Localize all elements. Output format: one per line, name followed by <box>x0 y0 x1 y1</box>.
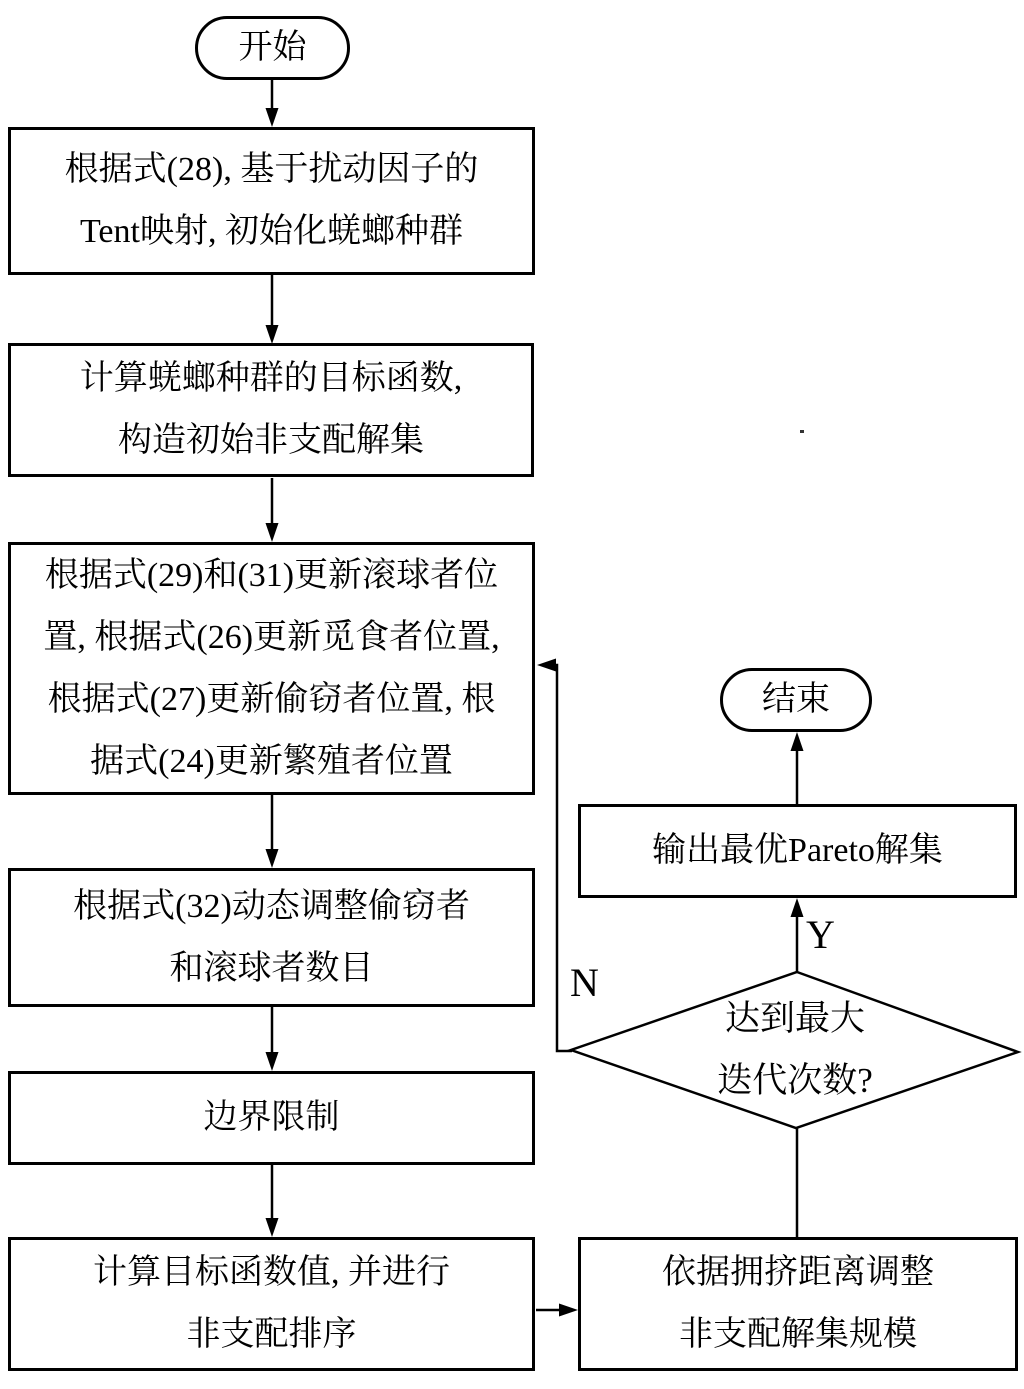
arrowhead-adjust <box>266 849 279 868</box>
branch-label-yes: Y <box>806 912 835 957</box>
arrowhead-boundary <box>266 1052 279 1071</box>
process-objective-function <box>8 343 534 477</box>
objective-line-2: 构造初始非支配解集 <box>118 422 424 459</box>
arrowhead-crowding <box>559 1304 578 1317</box>
process-crowding-distance <box>578 1237 1018 1371</box>
init-line-1: 根据式(28), 基于扰动因子的 <box>64 151 479 188</box>
end-label: 结束 <box>762 681 830 718</box>
adjust-line-1: 根据式(32)动态调整偷窃者 <box>73 887 470 925</box>
process-dynamic-adjust <box>8 868 535 1007</box>
arrowhead-evaluate <box>266 1218 279 1237</box>
update-line-2: 置, 根据式(26)更新觅食者位置, <box>43 618 500 656</box>
print-speck <box>800 430 804 433</box>
arrowhead-init <box>266 108 279 127</box>
crowding-line-2: 非支配解集规模 <box>679 1316 917 1353</box>
arrowhead-no-loop <box>537 659 556 672</box>
decision-line-1: 达到最大 <box>724 999 865 1038</box>
process-output-pareto <box>578 804 1017 898</box>
start-label: 开始 <box>238 29 307 66</box>
update-line-3: 根据式(27)更新偷窃者位置, 根 <box>47 680 496 718</box>
process-boundary-limit <box>8 1071 535 1165</box>
process-update-positions <box>8 542 535 795</box>
arrowhead-output <box>791 898 804 917</box>
adjust-line-2: 和滚球者数目 <box>169 949 374 987</box>
process-evaluate-sort <box>8 1237 535 1371</box>
end-terminal <box>720 668 872 732</box>
init-line-2: Tent映射, 初始化蜣螂种群 <box>80 213 463 250</box>
decision-max-iterations <box>645 985 945 1115</box>
crowding-line-1: 依据拥挤距离调整 <box>662 1254 934 1291</box>
decision-line-2: 迭代次数? <box>717 1061 873 1100</box>
update-line-4: 据式(24)更新繁殖者位置 <box>90 742 453 780</box>
start-terminal <box>195 16 350 80</box>
evaluate-line-1: 计算目标函数值, 并进行 <box>93 1254 450 1291</box>
process-init-population <box>8 127 535 275</box>
boundary-label: 边界限制 <box>203 1099 340 1136</box>
update-line-1: 根据式(29)和(31)更新滚球者位 <box>44 556 499 594</box>
arrowhead-end <box>791 732 804 751</box>
branch-label-no: N <box>570 960 599 1005</box>
arrowhead-update <box>266 523 279 542</box>
objective-line-1: 计算蜣螂种群的目标函数, <box>79 360 463 397</box>
evaluate-line-2: 非支配排序 <box>186 1316 357 1353</box>
output-label: 输出最优Pareto解集 <box>652 832 943 869</box>
arrowhead-objective <box>266 325 279 344</box>
